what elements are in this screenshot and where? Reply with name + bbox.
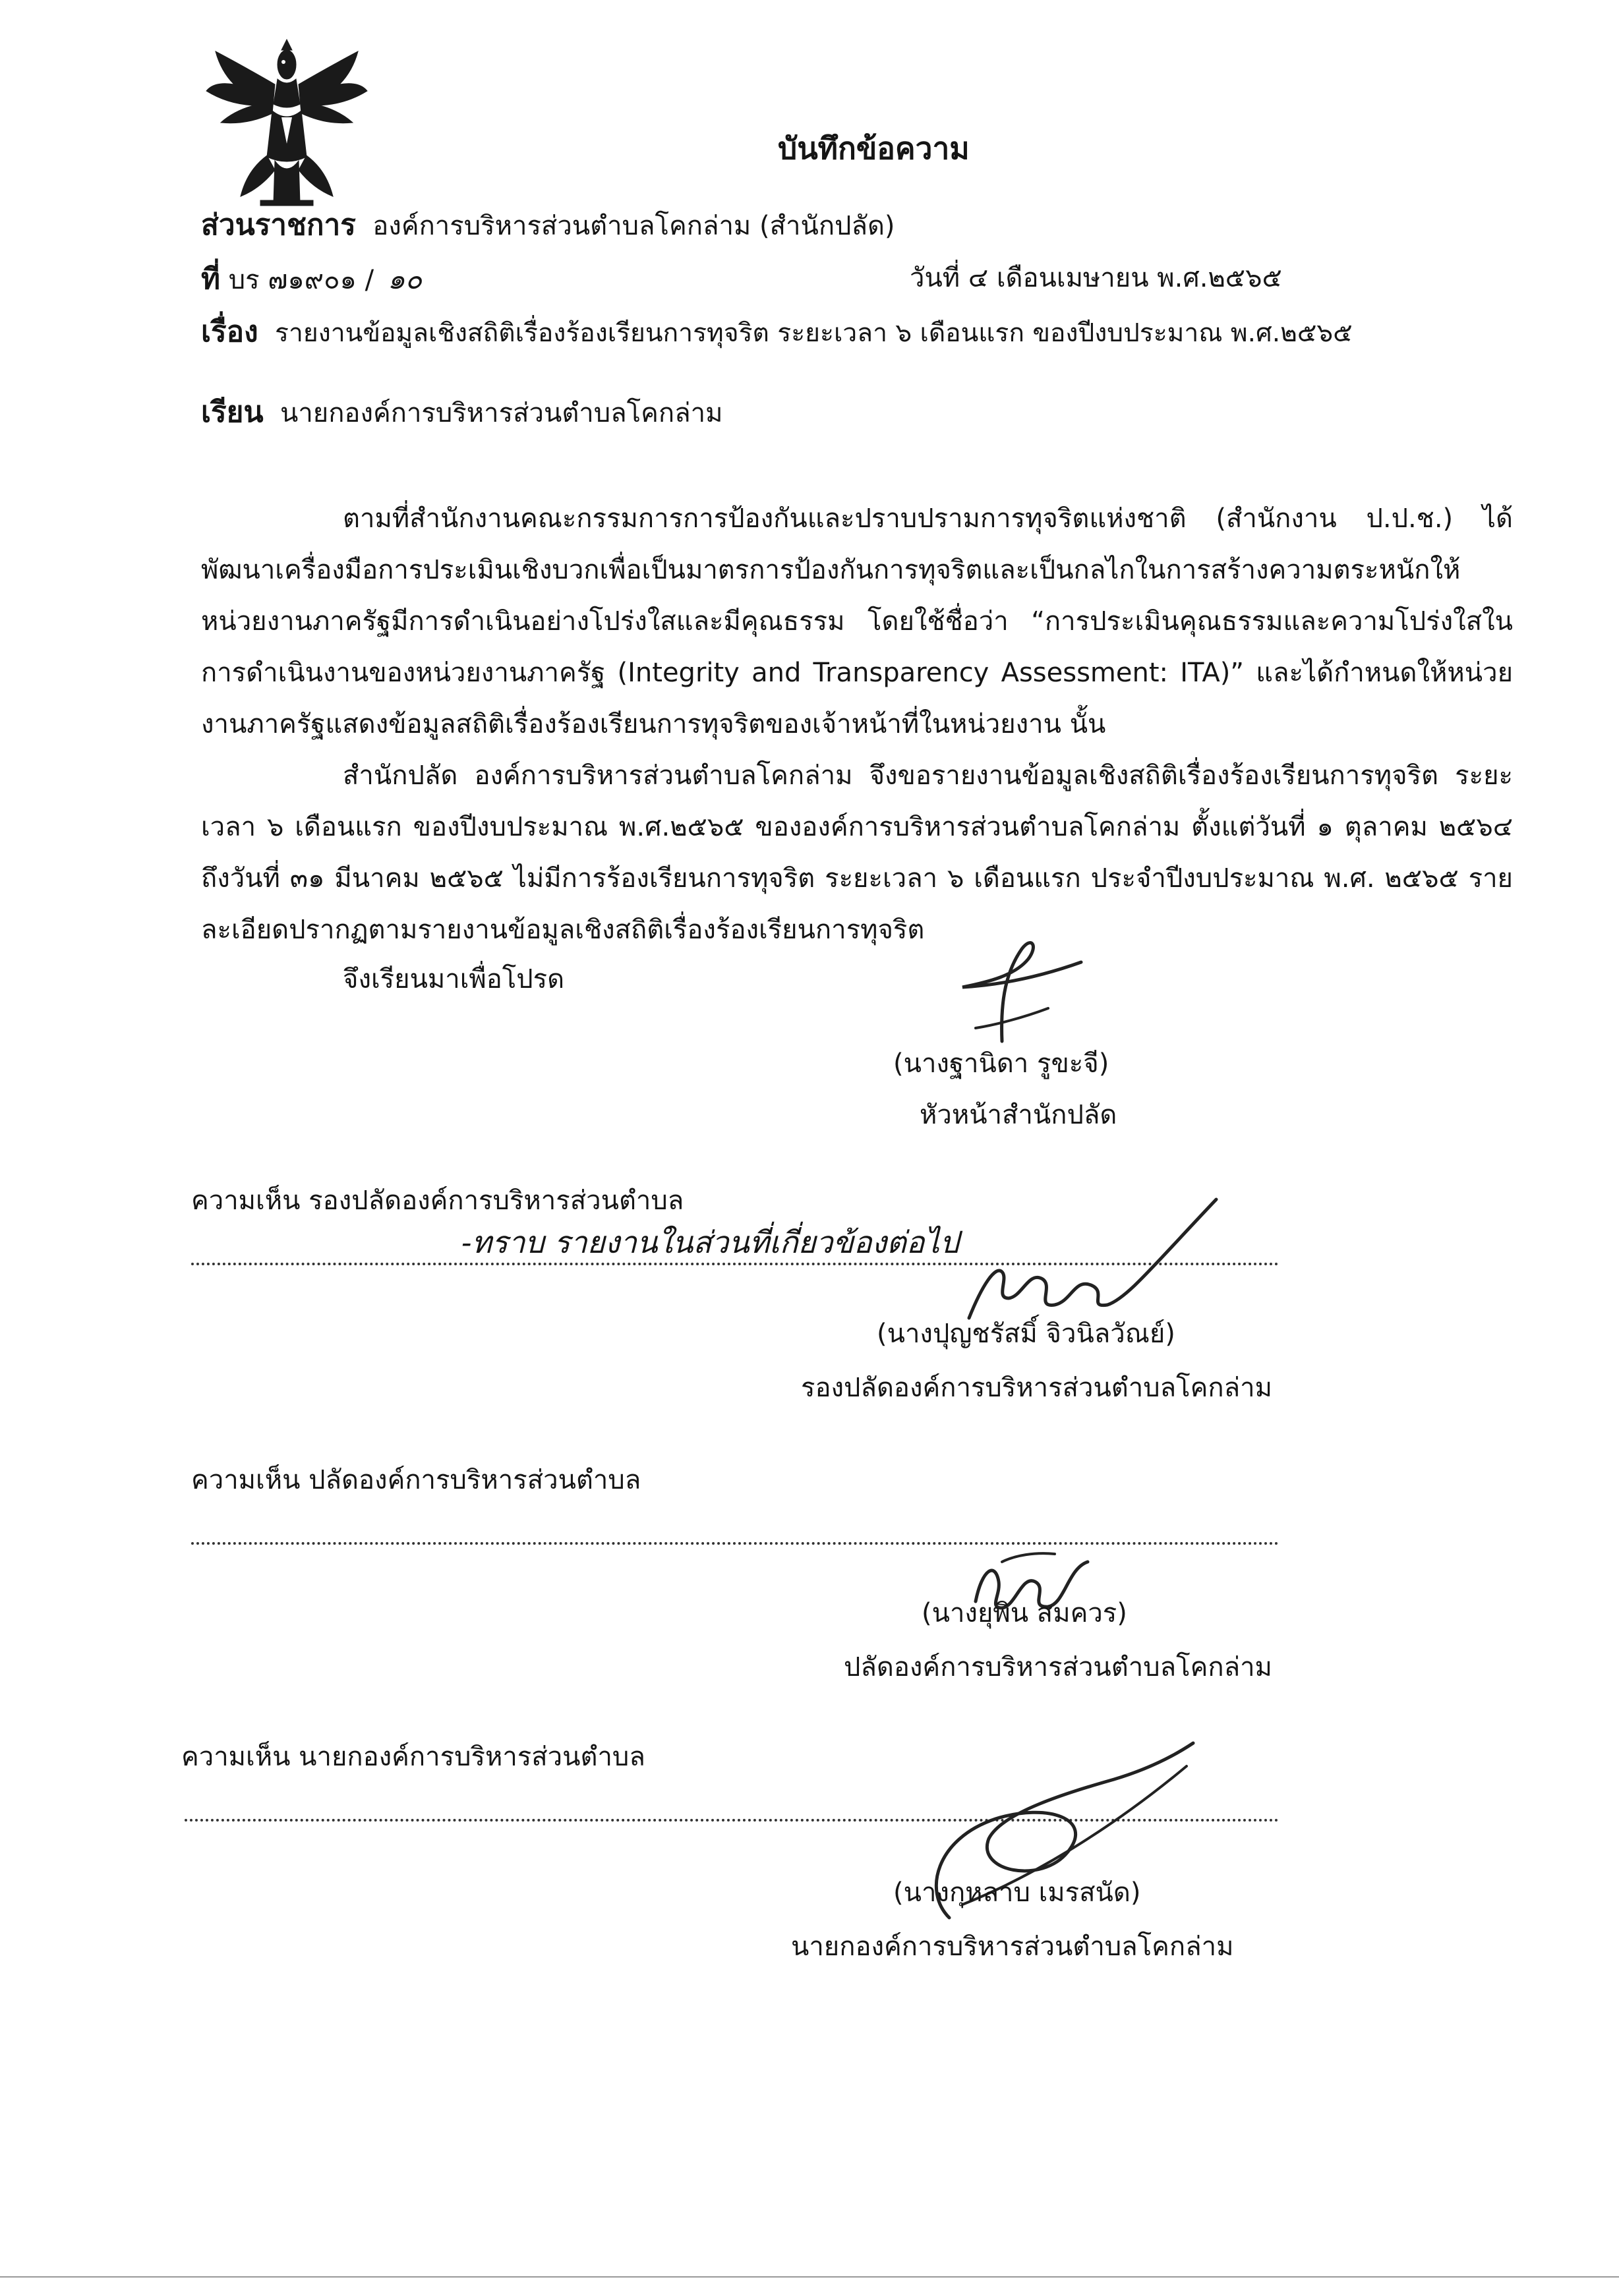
- subject-label: เรื่อง: [201, 315, 258, 349]
- subject-row: [201, 315, 1353, 350]
- subject-value: รายงานข้อมูลเชิงสถิติเรื่องร้องเรียนการทุจริต ระยะเวลา ๖ เดือนแรก ของปีงบประมาณ พ.ศ.๒๕๖๕: [275, 318, 1353, 348]
- memo-body: [201, 493, 1513, 956]
- reference-number-handwritten: ๑๐: [387, 263, 423, 295]
- agency-value: องค์การบริหารส่วนตำบลโคกล่าม (สำนักปลัด): [372, 211, 895, 241]
- garuda-emblem: [201, 45, 372, 210]
- opinion3-signer-position: นายกองค์การบริหารส่วนตำบลโคกล่าม: [791, 1932, 1234, 1962]
- opinion1-label: ความเห็น รองปลัดองค์การบริหารส่วนตำบล: [191, 1186, 684, 1216]
- date-text: วันที่ ๔ เดือนเมษายน พ.ศ.๒๕๖๕: [910, 263, 1282, 293]
- opinion2-label: ความเห็น ปลัดองค์การบริหารส่วนตำบล: [191, 1465, 641, 1495]
- opinion1-signer-position: รองปลัดองค์การบริหารส่วนตำบลโคกล่าม: [801, 1373, 1272, 1403]
- reference-value: บร ๗๑๙๐๑ /: [228, 265, 374, 295]
- opinion1-handwritten-note: -ทราบ รายงานในส่วนที่เกี่ยวข้องต่อไป: [461, 1224, 959, 1260]
- reference-label: ที่: [201, 262, 221, 296]
- opinion3-label: ความเห็น นายกองค์การบริหารส่วนตำบล: [181, 1742, 645, 1772]
- reference-row: [201, 262, 422, 297]
- opinion2-dotted-line: [191, 1542, 1279, 1545]
- body-paragraph-1: ตามที่สำนักงานคณะกรรมการการป้องกันและปราบปรามการทุจริตแห่งชาติ (สำนักงาน ป.ป.ช.) ได้พัฒนาเครื่องมือการประเมินเชิงบวกเพื่อเป็นมาตรการป้องกันการทุจริตและเป็นกลไกในการสร้างความตระหนักให้หน่วยงานภาครัฐมีการดำเนินอย่างโปร่งใสและมีคุณธรรม โดยใช้ชื่อว่า “การประเมินคุณธรรมและความโปร่งใสในการดำเนินงานของหน่วยงานภาครัฐ (Integrity and Transparency Assessment: ITA)” และได้กำหนดให้หน่วยงานภาครัฐแสดงข้อมูลสถิติเรื่องร้องเรียนการทุจริตของเจ้าหน้าที่ในหน่วยงาน นั้น: [201, 503, 1513, 739]
- agency-label: ส่วนราชการ: [201, 208, 356, 242]
- signature-2: [956, 1186, 1233, 1331]
- addressee-value: นายกองค์การบริหารส่วนตำบลโคกล่าม: [280, 398, 723, 428]
- signature-1: [923, 936, 1094, 1054]
- opinion3-signer-name: (นางกุหลาบ เมรสนัด): [893, 1878, 1141, 1908]
- opinion2-signer-name: (นางยุพิน สมควร): [922, 1598, 1127, 1628]
- opinion2-signer-position: ปลัดองค์การบริหารส่วนตำบลโคกล่าม: [844, 1652, 1272, 1682]
- addressee-row: [201, 395, 722, 430]
- agency-row: [201, 208, 895, 243]
- page-bottom-edge: [0, 2276, 1619, 2278]
- body-paragraph-2: สำนักปลัด องค์การบริหารส่วนตำบลโคกล่าม จึงขอรายงานข้อมูลเชิงสถิติเรื่องร้องเรียนการทุจริต ระยะเวลา ๖ เดือนแรก ของปีงบประมาณ พ.ศ.๒๕๖๕ ขององค์การบริหารส่วนตำบลโคกล่าม ตั้งแต่วันที่ ๑ ตุลาคม ๒๕๖๔ ถึงวันที่ ๓๑ มีนาคม ๒๕๖๕ ไม่มีการร้องเรียนการทุจริต ระยะเวลา ๖ เดือนแรก ประจำปีงบประมาณ พ.ศ. ๒๕๖๕ รายละเอียดปรากฏตามรายงานข้อมูลเชิงสถิติเรื่องร้องเรียนการทุจริต: [201, 761, 1513, 945]
- signatory1-position: หัวหน้าสำนักปลัด: [920, 1100, 1117, 1130]
- addressee-label: เรียน: [201, 395, 264, 429]
- closing-text: จึงเรียนมาเพื่อโปรด: [343, 964, 565, 994]
- opinion1-signer-name: (นางปุญชรัสมิ์ จิวนิลวัณย์): [877, 1319, 1175, 1349]
- signatory1-name: (นางฐานิดา รูขะจี): [893, 1048, 1109, 1079]
- memo-title: บันทึกข้อความ: [778, 130, 970, 166]
